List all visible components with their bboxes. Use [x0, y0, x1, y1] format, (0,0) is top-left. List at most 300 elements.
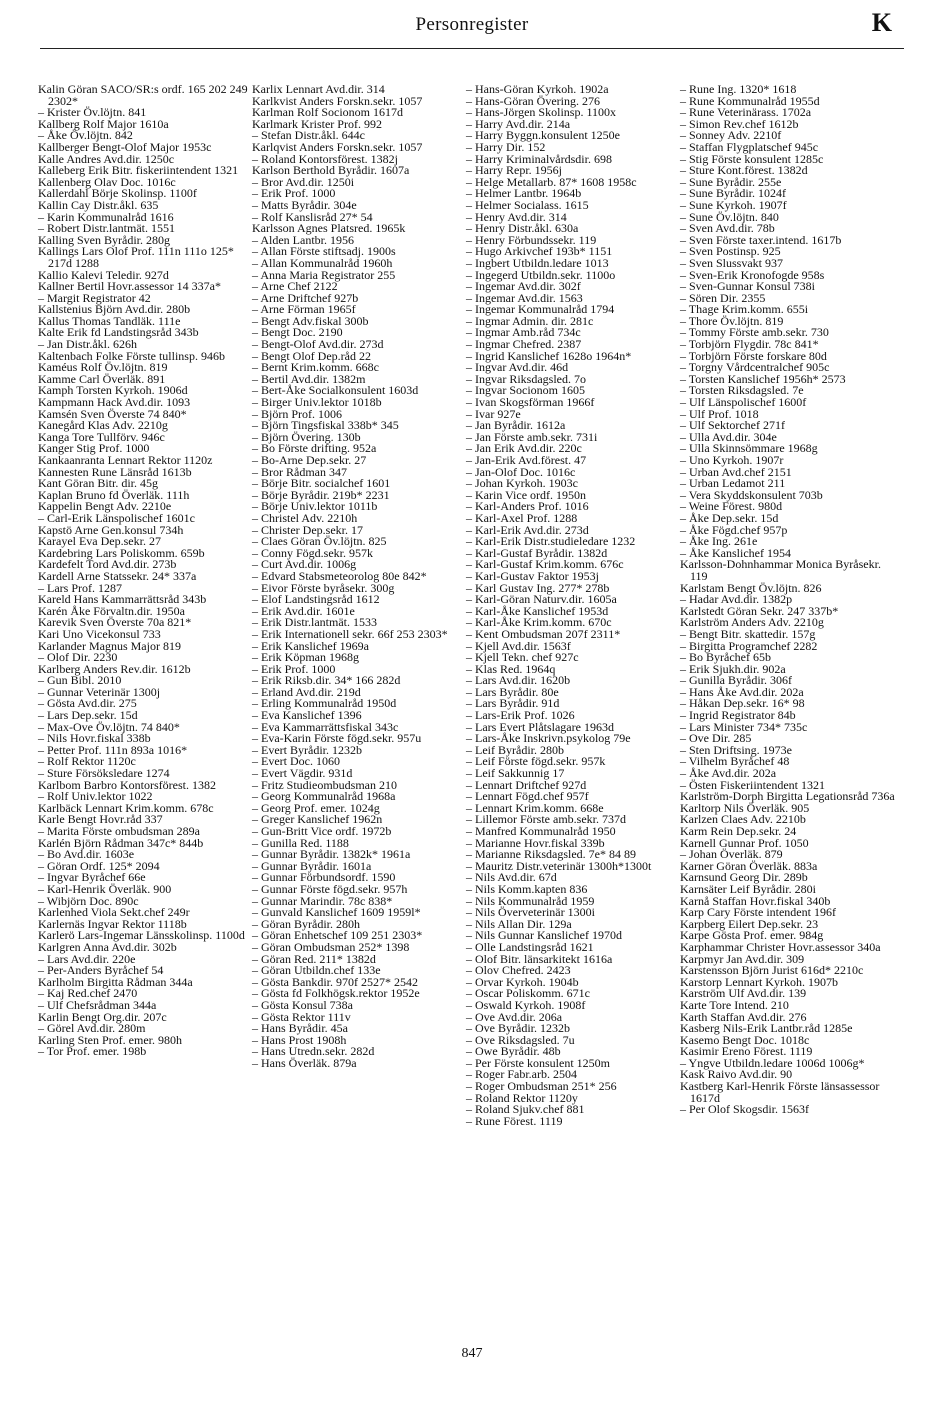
- register-entry: – Ove Byrådir. 1232b: [466, 1021, 570, 1036]
- register-entry: – Nils Allan Dir. 129a: [466, 916, 572, 931]
- register-entry: – Ingmar Admin. dir. 281c: [466, 313, 594, 328]
- register-entry: – Jan Distr.åkl. 626h: [38, 337, 137, 352]
- register-entry: – Fritz Studieombudsman 210: [252, 777, 397, 792]
- register-entry: – Lars Prof. 1287: [38, 580, 122, 595]
- register-entry: Karnell Gunnar Prof. 1050: [680, 835, 809, 850]
- register-entry: – Gunnar Byrådir. 1382k* 1961a: [252, 847, 411, 862]
- register-entry: – Åke Avd.dir. 202a: [680, 766, 777, 781]
- register-entry: – Nils Kommunalråd 1959: [466, 893, 595, 908]
- register-entry: – Erik Köpman 1968g: [252, 650, 359, 665]
- register-entry: – Åke Fögd.chef 957p: [680, 522, 788, 537]
- register-entry: Kanga Tore Tullförv. 946c: [38, 429, 165, 444]
- register-entry: – Erland Avd.dir. 219d: [252, 684, 361, 699]
- register-entry: – Kent Ombudsman 207f 2311*: [466, 626, 621, 641]
- register-entry: – Erik Sjukh.dir. 902a: [680, 661, 786, 676]
- register-entry: – Eivor Förste byråsekr. 300g: [252, 580, 395, 595]
- register-entry: – Karin Kommunalråd 1616: [38, 209, 174, 224]
- register-entry: – Ingvar Byråchef 66e: [38, 870, 146, 885]
- register-entry: – Torsten Riksdagsled. 7e: [680, 383, 804, 398]
- register-entry: – Kjell Tekn. chef 927c: [466, 650, 579, 665]
- register-entry: Karayel Eva Dep.sekr. 27: [38, 534, 161, 549]
- register-entry: – Hans-Göran Övering. 276: [466, 93, 600, 108]
- register-entry: – Gunilla Byrådir. 306f: [680, 673, 792, 688]
- register-entry: – Karl-Henrik Överläk. 900: [38, 881, 172, 896]
- register-entry: – Jan Byrådir. 1612a: [466, 418, 566, 433]
- register-entry: – Conny Fögd.sekr. 957k: [252, 545, 374, 560]
- register-entry: – Anna Maria Registrator 255: [252, 267, 396, 282]
- register-entry: Karphammar Christer Hovr.assessor 340a: [680, 939, 881, 954]
- page-number: 847: [461, 1346, 483, 1361]
- register-entry: – Manfred Kommunalråd 1950: [466, 824, 616, 838]
- register-entry: – Ingvar Socionom 1605: [466, 383, 585, 398]
- register-entry: – Owe Byrådir. 48b: [466, 1044, 561, 1059]
- register-entry: – Henry Avd.dir. 314: [466, 209, 567, 224]
- register-entry: Karlerö Lars-Ingemar Länsskolinsp. 1100d: [38, 928, 245, 943]
- register-entry: – Nils Gunnar Kanslichef 1970d: [466, 928, 622, 943]
- register-entry: – Hadar Avd.dir. 1382p: [680, 592, 793, 607]
- register-entry: – Bengt Bitr. skattedir. 157g: [680, 626, 816, 641]
- register-entry: – Mauritz Distr.veterinär 1300h*1300t: [466, 858, 652, 873]
- register-entry: – Eva-Karin Förste fögd.sekr. 957u: [252, 731, 422, 746]
- register-entry: Karpe Gösta Prof. emer. 984g: [680, 928, 824, 943]
- register-entry: – Ulla Avd.dir. 304e: [680, 429, 777, 444]
- register-entry: – Rolf Kanslisråd 27* 54: [252, 209, 373, 224]
- register-entry: – Karl Gustav Ing. 277* 278b: [466, 580, 610, 595]
- register-entry: – Lennart Driftchef 927d: [466, 777, 587, 792]
- register-entry: – Roland Sjukv.chef 881: [466, 1102, 585, 1117]
- register-entry: – Thore Öv.löjtn. 819: [680, 313, 784, 328]
- register-entry: – Bernt Krim.komm. 668c: [252, 360, 379, 375]
- register-entry: – Gösta Bankdir. 970f 2527* 2542: [252, 974, 418, 989]
- register-entry: – Greger Kanslichef 1962n: [252, 812, 383, 827]
- register-entry: Karte Tore Intend. 210: [680, 997, 789, 1012]
- register-entry: – Curt Avd.dir. 1006g: [252, 557, 357, 572]
- register-entry: – Evert Byrådir. 1232b: [252, 742, 362, 757]
- register-entry: Karlson Berthold Byrådir. 1607a: [252, 163, 410, 178]
- register-entry: – Bo-Arne Dep.sekr. 27: [252, 453, 367, 467]
- register-entry: – Robert Distr.lantmät. 1551: [38, 221, 175, 236]
- register-entry: Karnå Staffan Hovr.fiskal 340b: [680, 893, 831, 908]
- register-entry: – Åke Öv.löjtn. 842: [38, 128, 133, 143]
- register-entry: – Ove Dir. 285: [680, 731, 752, 746]
- register-entry: – Harry Avd.dir. 214a: [466, 116, 571, 131]
- register-column-3: [466, 84, 684, 1127]
- register-entry: – Gunnar Förbundsordf. 1590: [252, 870, 396, 885]
- register-entry: Kardebring Lars Poliskomm. 659b: [38, 545, 205, 560]
- register-entry: – Bengt Olof Dep.råd 22: [252, 348, 371, 363]
- register-entry: – Bengt Adv.fiskal 300b: [252, 313, 369, 328]
- register-entry: – Olov Chefred. 2423: [466, 963, 571, 978]
- register-entry: – Oswald Kyrkoh. 1908f: [466, 997, 586, 1012]
- register-entry: – Per Olof Skogsdir. 1563f: [680, 1102, 809, 1117]
- register-entry: – Ingvar Avd.dir. 46d: [466, 360, 569, 375]
- register-entry: – Hans Utredn.sekr. 282d: [252, 1044, 375, 1059]
- register-entry: – Göran Enhetschef 109 251 2303*: [252, 928, 423, 943]
- register-entry: – Karl-Axel Prof. 1288: [466, 510, 578, 525]
- register-entry: – Nils Hovr.fiskal 338b: [38, 731, 151, 746]
- register-entry: – Staffan Flygplatschef 945c: [680, 139, 819, 154]
- register-entry: Kanger Stig Prof. 1000: [38, 441, 150, 456]
- register-entry: Kanegård Klas Adv. 2210g: [38, 418, 168, 433]
- register-entry: – Harry Dir. 152: [466, 139, 546, 154]
- register-entry: – Lars Byrådir. 91d: [466, 696, 560, 711]
- register-entry: – Erik Riksb.dir. 34* 166 282d: [252, 673, 401, 688]
- register-entry: Karlbom Barbro Kontorsförest. 1382: [38, 777, 216, 792]
- register-entry: – Ulf Sektorchef 271f: [680, 418, 785, 433]
- register-entry: – Bengt Doc. 2190: [252, 325, 343, 340]
- register-entry: – Görel Avd.dir. 280m: [38, 1021, 146, 1036]
- register-entry: – Gunilla Red. 1188: [252, 835, 349, 850]
- register-entry: Karlstedt Göran Sekr. 247 337b*: [680, 603, 839, 618]
- register-entry: Karltorp Nils Överläk. 905: [680, 800, 810, 815]
- register-entry: – Marianne Riksdagsled. 7e* 84 89: [466, 847, 636, 862]
- register-entry: – Ulla Skinnsömmare 1968g: [680, 441, 818, 456]
- register-entry: – Leif Sakkunnig 17: [466, 766, 565, 781]
- register-entry: – Åke Ing. 261e: [680, 534, 758, 549]
- register-entry: Karlsson Agnes Platsred. 1965k: [252, 221, 406, 236]
- register-entry: Karp Cary Förste intendent 196f: [680, 905, 836, 920]
- register-entry: – Rolf Univ.lektor 1022: [38, 789, 153, 804]
- register-entry: Kastberg Karl-Henrik Förste länsassessor 1617d: [680, 1079, 880, 1105]
- register-entry: – Ingrid Registrator 84b: [680, 708, 796, 723]
- register-entry: – Krister Öv.löjtn. 841: [38, 105, 147, 120]
- register-entry: – Georg Prof. emer. 1024g: [252, 800, 380, 815]
- register-entry: – Alden Lantbr. 1956: [252, 232, 354, 247]
- register-entry: Kalte Erik fd Landstingsråd 343b: [38, 325, 199, 340]
- register-entry: Karlmark Krister Prof. 992: [252, 116, 382, 131]
- register-entry: – Arne Driftchef 927b: [252, 290, 359, 305]
- register-entry: Karlzen Claes Adv. 2210b: [680, 812, 806, 827]
- register-entry: – Marita Förste ombudsman 289a: [38, 824, 200, 838]
- header-rule: [40, 48, 904, 49]
- register-entry: Karlgren Anna Avd.dir. 302b: [38, 939, 177, 954]
- register-entry: – Per-Anders Byråchef 54: [38, 963, 164, 978]
- register-entry: – Lars Avd.dir. 220e: [38, 951, 136, 966]
- register-column-2: [252, 84, 470, 1069]
- register-entry: Kardefelt Tord Avd.dir. 273b: [38, 557, 177, 572]
- register-entry: – Vilhelm Byråchef 48: [680, 754, 790, 769]
- register-entry: Karpberg Eilert Dep.sekr. 23: [680, 916, 819, 931]
- register-entry: – Göran Red. 211* 1382d: [252, 951, 376, 966]
- register-entry: Kalle Andres Avd.dir. 1250c: [38, 151, 175, 166]
- register-entry: – Sven Avd.dir. 78b: [680, 221, 775, 236]
- register-entry: – Lars-Åke Inskrivn.psykolog 79e: [466, 731, 631, 746]
- register-entry: – Ivar 927e: [466, 406, 521, 421]
- register-entry: Karle Bengt Hovr.råd 337: [38, 812, 163, 827]
- register-entry: Karlix Lennart Avd.dir. 314: [252, 82, 385, 96]
- register-entry: – Harry Kriminalvårdsdir. 698: [466, 151, 612, 166]
- register-entry: – Rune Kommunalråd 1955d: [680, 93, 820, 108]
- register-entry: – Lars Dep.sekr. 15d: [38, 708, 138, 723]
- register-entry: Karström Ulf Avd.dir. 139: [680, 986, 807, 1001]
- register-entry: Kasimir Ereno Förest. 1119: [680, 1044, 813, 1059]
- register-entry: – Ivan Skogsförman 1966f: [466, 395, 595, 410]
- register-entry: – Thage Krim.komm. 655i: [680, 302, 809, 317]
- register-entry: – Per Förste konsulent 1250m: [466, 1055, 610, 1070]
- register-entry: – Göran Ordf. 125* 2094: [38, 858, 160, 873]
- register-entry: – Ove Avd.dir. 206a: [466, 1009, 563, 1024]
- register-entry: – Nils Överveterinär 1300i: [466, 905, 595, 920]
- register-entry: – Simon Rev.chef 1612b: [680, 116, 799, 131]
- register-entry: – Erik Avd.dir. 1601e: [252, 603, 355, 618]
- register-entry: – Karl-Anders Prof. 1016: [466, 499, 589, 514]
- register-entry: – Ingmar Amb.råd 734c: [466, 325, 581, 340]
- register-entry: Karlberg Anders Rev.dir. 1612b: [38, 661, 191, 676]
- register-entry: – Karl-Gustav Faktor 1953j: [466, 568, 599, 583]
- register-entry: – Urban Ledamot 211: [680, 476, 786, 491]
- register-entry: Karevik Sven Överste 70a 821*: [38, 615, 192, 630]
- register-entry: – Allan Kommunalråd 1960h: [252, 255, 393, 270]
- register-entry: – Erik Distr.lantmät. 1533: [252, 615, 377, 630]
- register-entry: – Eva Kammarrättsfiskal 343c: [252, 719, 399, 734]
- register-entry: – Karl-Erik Avd.dir. 273d: [466, 522, 589, 537]
- register-entry: – Georg Kommunalråd 1968a: [252, 789, 396, 804]
- register-entry: Karlander Magnus Major 819: [38, 638, 181, 653]
- register-entry: – Roger Fabr.arb. 2504: [466, 1067, 577, 1082]
- register-entry: – Börje Byrådir. 219b* 2231: [252, 487, 390, 502]
- register-entry: – Björn Prof. 1006: [252, 406, 342, 421]
- register-entry: – Börje Univ.lektor 1011b: [252, 499, 378, 514]
- register-entry: – Klas Red. 1964q: [466, 661, 556, 676]
- register-entry: – Bertil Avd.dir. 1382m: [252, 371, 366, 386]
- register-entry: – Gunvald Kanslichef 1609 1959l*: [252, 905, 421, 920]
- register-entry: – Kaj Red.chef 2470: [38, 986, 138, 1001]
- register-columns: [0, 84, 944, 1336]
- page-title: Personregister: [415, 14, 529, 35]
- register-entry: Karlkvist Anders Forskn.sekr. 1057: [252, 93, 423, 108]
- register-entry: – Jan Förste amb.sekr. 731i: [466, 429, 598, 444]
- register-entry: – Roland Kontorsförest. 1382j: [252, 151, 398, 166]
- register-entry: Kallio Kalevi Teledir. 927d: [38, 267, 169, 282]
- register-entry: Karlqvist Anders Forskn.sekr. 1057: [252, 139, 423, 154]
- register-entry: – Bror Rådman 347: [252, 464, 347, 479]
- register-entry: Karling Sten Prof. emer. 980h: [38, 1032, 182, 1047]
- register-entry: Kallenberg Olav Doc. 1016c: [38, 174, 176, 189]
- register-entry: – Göran Utbildn.chef 133e: [252, 963, 381, 978]
- register-entry: – Hans-Jörgen Skolinsp. 1100x: [466, 105, 616, 120]
- register-entry: – Erik Internationell sekr. 66f 253 2303*: [252, 626, 448, 641]
- register-entry: – Uno Kyrkoh. 1907r: [680, 453, 784, 467]
- register-entry: – Lars Evert Plåtslagare 1963d: [466, 719, 614, 734]
- register-entry: Karlsson-Dohnhammar Monica Byråsekr. 119: [680, 557, 881, 583]
- register-entry: Kaméus Rolf Öv.löjtn. 819: [38, 360, 168, 375]
- register-entry: – Bo Byråchef 65b: [680, 650, 771, 665]
- register-entry: – Ingrid Kanslichef 1628o 1964n*: [466, 348, 632, 363]
- register-entry: – Sture Kont.förest. 1382d: [680, 163, 808, 178]
- register-entry: – Ingvar Riksdagsled. 7o: [466, 371, 586, 386]
- register-entry: – Christer Dep.sekr. 17: [252, 522, 363, 537]
- register-entry: Karlernäs Ingvar Rektor 1118b: [38, 916, 187, 931]
- register-entry: – Gunnar Förste fögd.sekr. 957h: [252, 881, 408, 896]
- register-entry: – Ingemar Avd.dir. 1563: [466, 290, 583, 305]
- register-entry: – Lars Avd.dir. 1620b: [466, 673, 571, 688]
- register-entry: – Christel Adv. 2210h: [252, 510, 358, 525]
- register-entry: Karén Åke Förvaltn.dir. 1950a: [38, 603, 185, 618]
- register-entry: – Rune Ing. 1320* 1618: [680, 82, 797, 96]
- register-entry: Kask Raivo Avd.dir. 90: [680, 1067, 793, 1082]
- register-entry: – Lars Byrådir. 80e: [466, 684, 559, 699]
- register-entry: – Sven Slussvakt 937: [680, 255, 784, 270]
- register-entry: – Roger Ombudsman 251* 256: [466, 1079, 617, 1094]
- register-entry: – Gunnar Marindir. 78c 838*: [252, 893, 393, 908]
- register-entry: Karpmyr Jan Avd.dir. 309: [680, 951, 805, 966]
- register-entry: Kapstö Arne Gen.konsul 734h: [38, 522, 184, 537]
- register-entry: – Claes Göran Öv.löjtn. 825: [252, 534, 387, 549]
- register-entry: Kalling Sven Byrådir. 280g: [38, 232, 170, 247]
- register-entry: Kallstenius Björn Avd.dir. 280b: [38, 302, 191, 317]
- register-entry: – Wibjörn Doc. 890c: [38, 893, 139, 908]
- register-entry: Kareld Hans Kammarrättsråd 343b: [38, 592, 207, 607]
- register-entry: – Göran Byrådir. 280h: [252, 916, 360, 931]
- register-entry: – Hugo Arkivchef 193b* 1151: [466, 244, 613, 259]
- page-header: [0, 0, 944, 50]
- register-entry: – Ingemar Avd.dir. 302f: [466, 279, 581, 294]
- register-entry: – Bert-Åke Socialkonsulent 1603d: [252, 383, 419, 398]
- register-entry: – Gösta Konsul 738a: [252, 997, 353, 1012]
- register-entry: – Karl-Göran Naturv.dir. 1605a: [466, 592, 617, 607]
- register-entry: – Sten Driftsing. 1973e: [680, 742, 792, 757]
- register-entry: – Gun-Britt Vice ordf. 1972b: [252, 824, 392, 838]
- register-entry: – Hans Överläk. 879a: [252, 1055, 357, 1070]
- register-entry: – Rolf Rektor 1120c: [38, 754, 136, 769]
- register-entry: Kankaanranta Lennart Rektor 1120z: [38, 453, 213, 467]
- register-entry: Kallerdahl Börje Skolinsp. 1100f: [38, 186, 197, 201]
- register-entry: – Sonney Adv. 2210f: [680, 128, 782, 143]
- register-entry: – Gösta Avd.dir. 275: [38, 696, 137, 711]
- register-entry: Kampmann Hack Avd.dir. 1093: [38, 395, 191, 410]
- register-entry: Karlén Björn Rådman 347c* 844b: [38, 835, 204, 850]
- register-entry: – Håkan Dep.sekr. 16* 98: [680, 696, 805, 711]
- register-entry: Karner Göran Överläk. 883a: [680, 858, 818, 873]
- register-entry: Kallberg Rolf Major 1610a: [38, 116, 169, 131]
- register-entry: Kaplan Bruno fd Överläk. 111h: [38, 487, 190, 502]
- register-entry: – Max-Ove Öv.löjtn. 74 840*: [38, 719, 180, 734]
- register-entry: – Östen Fiskeriintendent 1321: [680, 777, 825, 792]
- register-entry: – Hans Åke Avd.dir. 202a: [680, 684, 804, 699]
- register-entry: – Sune Byrådir. 255e: [680, 174, 782, 189]
- register-entry: – Henry Förbundssekr. 119: [466, 232, 597, 247]
- register-entry: – Stig Förste konsulent 1285c: [680, 151, 824, 166]
- register-entry: – Olof Bitr. länsarkitekt 1616a: [466, 951, 613, 966]
- register-entry: – Olof Dir. 2230: [38, 650, 118, 665]
- register-entry: – Bror Avd.dir. 1250i: [252, 174, 355, 189]
- register-entry: – Harry Byggn.konsulent 1250e: [466, 128, 620, 143]
- register-entry: – Ingemar Kommunalråd 1794: [466, 302, 615, 317]
- register-entry: – Elof Landstingsråd 1612: [252, 592, 380, 607]
- register-entry: – Torgny Vårdcentralchef 905c: [680, 360, 830, 375]
- register-entry: – Birger Univ.lektor 1018b: [252, 395, 382, 410]
- register-column-4: [680, 84, 898, 1116]
- register-entry: – Lennart Krim.komm. 668e: [466, 800, 604, 815]
- register-entry: – Jan Erik Avd.dir. 220c: [466, 441, 582, 456]
- register-entry: Karlstam Bengt Öv.löjtn. 826: [680, 580, 822, 595]
- register-entry: – Harry Repr. 1956j: [466, 163, 562, 178]
- register-entry: Karstorp Lennart Kyrkoh. 1907b: [680, 974, 838, 989]
- register-entry: – Sven-Gunnar Konsul 738i: [680, 279, 815, 294]
- register-entry: – Gösta fd Folkhögsk.rektor 1952e: [252, 986, 420, 1001]
- register-entry: – Åke Kanslichef 1954: [680, 545, 791, 560]
- register-entry: – Ingmar Chefred. 2387: [466, 337, 582, 352]
- register-entry: Karnsund Georg Dir. 289b: [680, 870, 808, 885]
- register-entry: Karth Staffan Avd.dir. 276: [680, 1009, 807, 1024]
- register-entry: – Ulf Prof. 1018: [680, 406, 759, 421]
- register-entry: – Karl-Erik Distr.studieledare 1232: [466, 534, 636, 549]
- register-column-1: [38, 84, 256, 1058]
- register-entry: – Jan-Olof Doc. 1016c: [466, 464, 576, 479]
- register-entry: – Sven Förste taxer.intend. 1617b: [680, 232, 842, 247]
- register-entry: – Hans Byrådir. 45a: [252, 1021, 348, 1036]
- register-entry: – Nils Avd.dir. 67d: [466, 870, 557, 885]
- register-entry: – Evert Doc. 1060: [252, 754, 340, 769]
- register-entry: – Karl-Åke Krim.komm. 670c: [466, 615, 612, 630]
- register-entry: – Gunnar Byrådir. 1601a: [252, 858, 372, 873]
- register-entry: – Yngve Utbildn.ledare 1006d 1006g*: [680, 1055, 865, 1070]
- register-entry: – Roland Rektor 1120y: [466, 1090, 578, 1105]
- register-entry: – Stefan Distr.åkl. 644c: [252, 128, 365, 143]
- register-entry: – Lars-Erik Prof. 1026: [466, 708, 575, 723]
- register-entry: – Orvar Kyrkoh. 1904b: [466, 974, 579, 989]
- register-entry: Kamsén Sven Överste 74 840*: [38, 406, 187, 421]
- register-entry: – Erik Kanslichef 1969a: [252, 638, 369, 653]
- register-entry: – Leif Byrådir. 280b: [466, 742, 564, 757]
- register-entry: – Carl-Erik Länspolischef 1601c: [38, 510, 195, 525]
- register-entry: – Erling Kommunalråd 1950d: [252, 696, 397, 711]
- register-entry: – Björn Övering. 130b: [252, 429, 361, 444]
- register-entry: – Sune Öv.löjtn. 840: [680, 209, 779, 224]
- register-entry: – Hans Prost 1908h: [252, 1032, 347, 1047]
- register-entry: – Edvard Stabsmeteorolog 80e 842*: [252, 568, 427, 583]
- register-entry: Karlbäck Lennart Krim.komm. 678c: [38, 800, 214, 815]
- register-entry: – Margit Registrator 42: [38, 290, 151, 305]
- register-entry: Kasemo Bengt Doc. 1018c: [680, 1032, 810, 1047]
- register-entry: – Karl-Gustaf Byrådir. 1382d: [466, 545, 608, 560]
- register-entry: Karstensson Björn Jurist 616d* 2210c: [680, 963, 864, 978]
- register-entry: – Ove Riksdagsled. 7u: [466, 1032, 575, 1047]
- register-entry: – Leif Förste fögd.sekr. 957k: [466, 754, 606, 769]
- register-entry: – Helge Metallarb. 87* 1608 1958c: [466, 174, 637, 189]
- register-entry: Kaltenbach Folke Förste tullinsp. 946b: [38, 348, 225, 363]
- register-entry: Kappelin Bengt Adv. 2210e: [38, 499, 172, 514]
- register-entry: – Bengt-Olof Avd.dir. 273d: [252, 337, 384, 352]
- register-entry: Kallberger Bengt-Olof Major 1953c: [38, 139, 212, 154]
- register-entry: – Göran Ombudsman 252* 1398: [252, 939, 410, 954]
- register-entry: – Petter Prof. 111n 893a 1016*: [38, 742, 188, 757]
- register-entry: Karlholm Birgitta Rådman 344a: [38, 974, 193, 989]
- register-entry: – Eva Kanslichef 1396: [252, 708, 362, 723]
- register-entry: – Helmer Socialass. 1615: [466, 197, 589, 212]
- register-entry: – Jan-Erik Avd.förest. 47: [466, 453, 587, 467]
- register-entry: – Erik Prof. 1000: [252, 661, 336, 676]
- register-entry: – Olle Landstingsråd 1621: [466, 939, 594, 954]
- register-entry: – Björn Tingsfiskal 338b* 345: [252, 418, 399, 433]
- register-entry: – Bo Förste drifting. 952a: [252, 441, 377, 456]
- register-entry: – Oscar Poliskomm. 671c: [466, 986, 590, 1001]
- register-entry: – Vera Skyddskonsulent 703b: [680, 487, 823, 502]
- register-entry: Kallus Thomas Tandläk. 111e: [38, 313, 181, 328]
- register-entry: – Kjell Avd.dir. 1563f: [466, 638, 571, 653]
- register-entry: Karm Rein Dep.sekr. 24: [680, 824, 797, 838]
- register-entry: – Torbjörn Förste forskare 80d: [680, 348, 827, 363]
- register-entry: – Åke Dep.sekr. 15d: [680, 510, 779, 525]
- register-entry: – Evert Vägdir. 931d: [252, 766, 353, 781]
- register-entry: Kasberg Nils-Erik Lantbr.råd 1285e: [680, 1021, 853, 1036]
- register-entry: – Gunnar Veterinär 1300j: [38, 684, 161, 699]
- register-entry: – Torsten Kanslichef 1956h* 2573: [680, 371, 846, 386]
- register-entry: – Sune Byrådir. 1024f: [680, 186, 786, 201]
- register-entry: – Gun Bibl. 2010: [38, 673, 122, 688]
- section-letter: K: [871, 8, 892, 37]
- register-entry: – Allan Förste stiftsadj. 1900s: [252, 244, 396, 259]
